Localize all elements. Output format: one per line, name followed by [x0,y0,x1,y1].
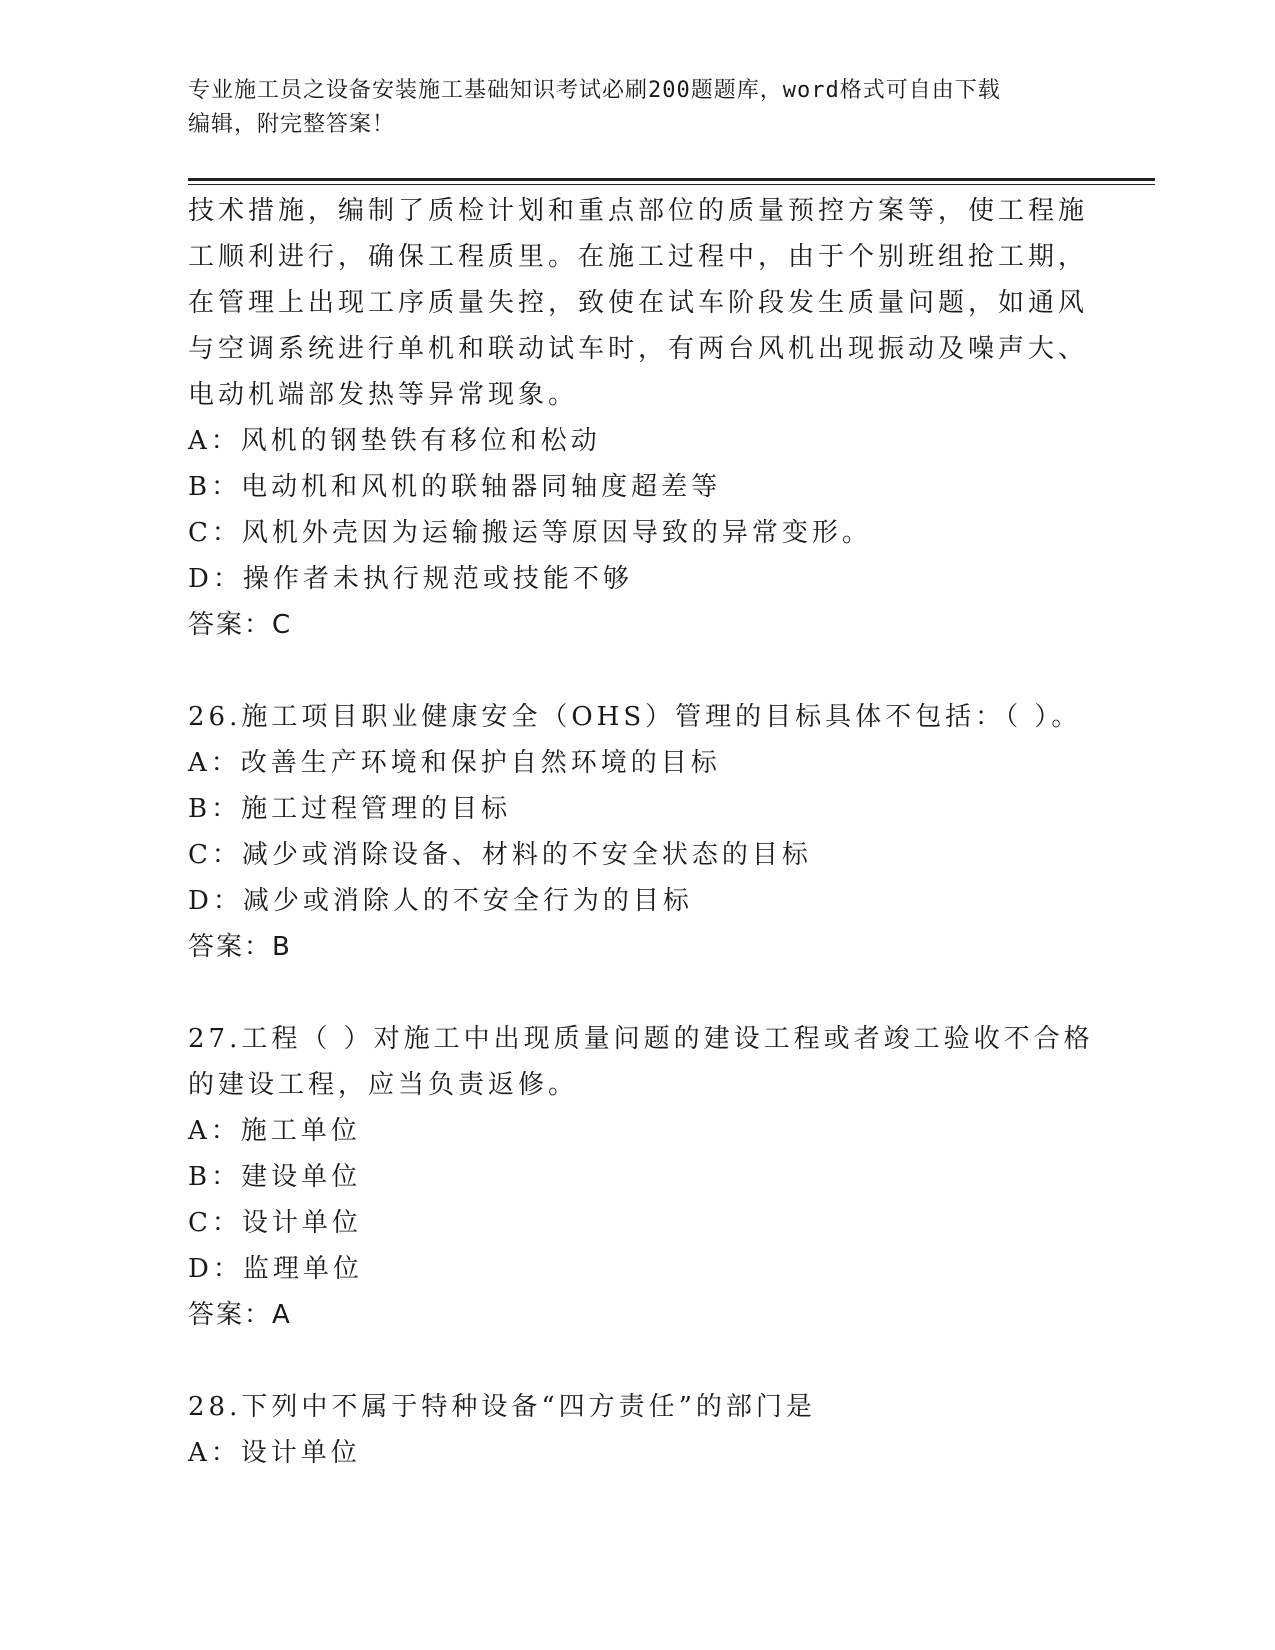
answer-line: 答案：A [188,1300,292,1330]
question-stem-line: 在管理上出现工序质量失控，致使在试车阶段发生质量问题，如通风 [188,288,1089,318]
option-c: C：风机外壳因为运输搬运等原因导致的异常变形。 [188,518,872,548]
header-title-line-2: 编辑，附完整答案！ [188,112,396,137]
spacer [188,648,1088,694]
question-28 [188,1384,1088,1476]
question-25 [188,188,1088,648]
option-a: A：改善生产环境和保护自然环境的目标 [188,748,721,778]
question-stem-line: 的建设工程，应当负责返修。 [188,1070,579,1100]
option-a: A：风机的钢垫铁有移位和松动 [188,426,601,456]
question-stem-line: 26.施工项目职业健康安全（OHS）管理的目标具体不包括：（ ）。 [188,702,1082,732]
option-c: C：减少或消除设备、材料的不安全状态的目标 [188,840,812,870]
question-stem-line: 技术措施，编制了质检计划和重点部位的质量预控方案等，使工程施 [188,196,1089,226]
question-stem-line: 27.工程（ ）对施工中出现质量问题的建设工程或者竣工验收不合格 [188,1024,1094,1054]
header-title-line-1: 专业施工员之设备安装施工基础知识考试必刷200题题库，word格式可自由下载 [188,78,1001,103]
question-stem-line: 工顺利进行，确保工程质里。在施工过程中，由于个别班组抢工期， [188,242,1089,272]
option-d: D：操作者未执行规范或技能不够 [188,564,633,594]
answer-line: 答案：C [188,610,293,640]
question-list [188,188,1094,1476]
question-26 [188,694,1088,970]
answer-line: 答案：B [188,932,292,962]
option-b: B：建设单位 [188,1162,362,1192]
document-header [188,74,1068,142]
question-27 [188,1016,1094,1338]
spacer [188,1338,1088,1384]
option-d: D：监理单位 [188,1254,363,1284]
question-stem-line: 电动机端部发热等异常现象。 [188,380,579,410]
option-b: B：电动机和风机的联轴器同轴度超差等 [188,472,722,502]
option-c: C：设计单位 [188,1208,362,1238]
spacer [188,970,1088,1016]
option-b: B：施工过程管理的目标 [188,794,512,824]
option-a: A：施工单位 [188,1116,361,1146]
option-d: D：减少或消除人的不安全行为的目标 [188,886,693,916]
option-a: A：设计单位 [188,1438,361,1468]
question-stem-line: 与空调系统进行单机和联动试车时，有两台风机出现振动及噪声大、 [188,334,1089,364]
question-stem-line: 28.下列中不属于特种设备“四方责任”的部门是 [188,1392,816,1422]
header-divider-thick [188,178,1155,181]
header-divider-thin [188,184,1155,185]
